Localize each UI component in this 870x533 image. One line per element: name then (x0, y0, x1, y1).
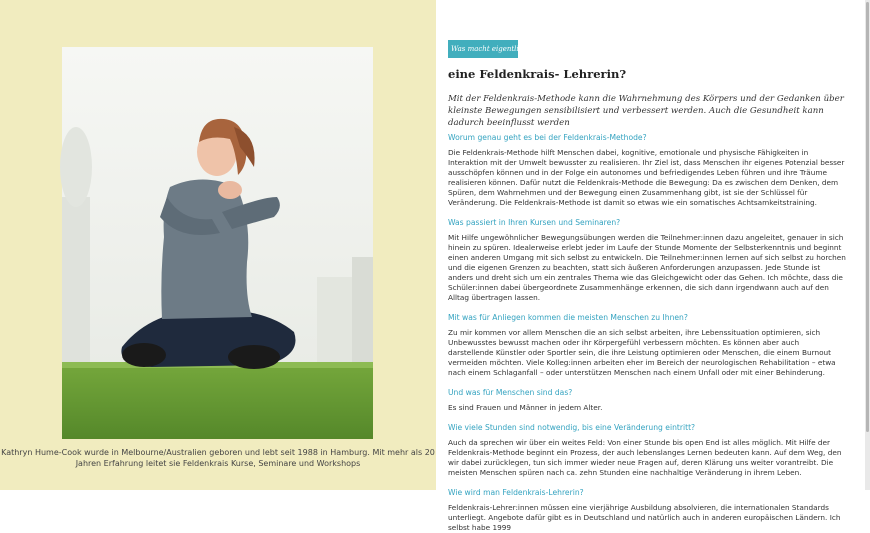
section-answer: Zu mir kommen vor allem Menschen die an sich selbst arbeiten, ihre Lebenssituation optimieren, sich Unbewusstes bewusst machen oder ihr Körpergefühl verbessern möchten. Es können aber auch darstellende Künstler oder Sportler sein, die ihre Leistung optimieren oder Menschen, die einem Burnout vermeiden möchten. Viele Kolleg:innen arbeiten eher im Bereich der neurologischen Rehabilitation – etwa nach einem Schlaganfall – oder unterstützen Menschen nach einem Unfall oder mit einer Behinderung. (448, 328, 836, 377)
section-question: Wie viele Stunden sind notwendig, bis eine Veränderung eintritt? (448, 423, 696, 432)
section-answer: Die Feldenkrais-Methode hilft Menschen dabei, kognitive, emotionale und physische Fähigkeiten in Interaktion mit der Umwelt bewusster zu realisieren. Ihr Ziel ist, dass Menschen ihr eigenes Potenzial besser ausschöpfen können und in der Folge ein autonomes und befriedigendes Leben führen und ihre Träume realisieren können. Dafür nutzt die Feldenkrais-Methode die Bewegung: Da es zwischen dem Denken, dem Spüren, dem Wahrnehmen und der Bewegung einen Zusammenhang gibt, ist sie der Schlüssel für Veränderung. Die Feldenkrais-Methode ist damit so etwas wie ein somatisches Achtsamkeitstraining. (448, 148, 845, 207)
portrait-photo (62, 47, 373, 439)
article-panel[interactable] (436, 0, 870, 532)
article-content (448, 36, 846, 533)
portrait-illustration (62, 47, 373, 439)
article-title: eine Feldenkrais- Lehrerin? (448, 67, 627, 81)
category-badge[interactable]: Was macht eigentlich... (448, 40, 518, 58)
section-answer: Auch da sprechen wir über ein weites Feld: Von einer Stunde bis open End ist alles möglich. Mit Hilfe der Feldenkrais-Methode beginnt ein Prozess, der auch lebenslanges Lernen bedeuten kann. Auf dem Weg, den wir dabei zurücklegen, tun sich immer wieder neue Fragen auf, deren Klärung uns weiter vorantreibt. Die meisten Menschen spüren nach ca. zehn Stunden eine nachhaltige Veränderung in ihrem Leben. (448, 438, 842, 477)
photo-caption: Kathryn Hume-Cook wurde in Melbourne/Australien geboren und lebt seit 1988 in Hamburg. Mit mehr als 20 Jahren Erfahrung leitet sie Feldenkrais Kurse, Seminare und Workshops (1, 448, 435, 468)
left-panel (0, 0, 436, 490)
section-question: Und was für Menschen sind das? (448, 388, 573, 397)
section-answer: Es sind Frauen und Männer in jedem Alter. (448, 403, 603, 412)
section-answer: Feldenkrais-Lehrer:innen müssen eine vierjährige Ausbildung absolvieren, die internationalen Standards unterliegt. Angebote dafür gibt es in Deutschland und natürlich auch in anderen europäischen Ländern. Ich selbst habe 1999 (448, 503, 841, 532)
section-question: Was passiert in Ihren Kursen und Seminaren? (448, 218, 621, 227)
section-question: Mit was für Anliegen kommen die meisten Menschen zu Ihnen? (448, 313, 688, 322)
section-question: Worum genau geht es bei der Feldenkrais-Methode? (448, 133, 647, 142)
scrollbar-thumb[interactable] (866, 2, 869, 432)
section-answer: Mit Hilfe ungewöhnlicher Bewegungsübungen werden die Teilnehmer:innen dazu angeleitet, genauer in sich hinein zu spüren. Idealerweise erlebt jeder im Laufe der Stunde Momente der Selbsterkenntnis und beginnt einen anderen Umgang mit sich selbst zu entwickeln. Die Teilnehmer:innen lernen auf sich selbst zu horchen und die eigenen Grenzen zu beachten, statt sich äußeren Anforderungen anzupassen. Jede Stunde ist anders und dreht sich um ein zentrales Thema wie das Gleichgewicht oder das Gehen. Ich möchte, dass die Schüler:innen dabei übergeordnete Zusammenhänge erkennen, die sich dann irgendwann auch auf den Alltag übertragen lassen. (448, 233, 846, 302)
article-intro: Mit der Feldenkrais-Methode kann die Wahrnehmung des Körpers und der Gedanken über kleinste Bewegungen sensibilisiert und verbessert werden. Auch die Gesundheit kann dadurch beeinflusst werden (448, 94, 844, 128)
vertical-scrollbar[interactable] (865, 0, 870, 490)
section-question: Wie wird man Feldenkrais-Lehrerin? (448, 488, 584, 497)
